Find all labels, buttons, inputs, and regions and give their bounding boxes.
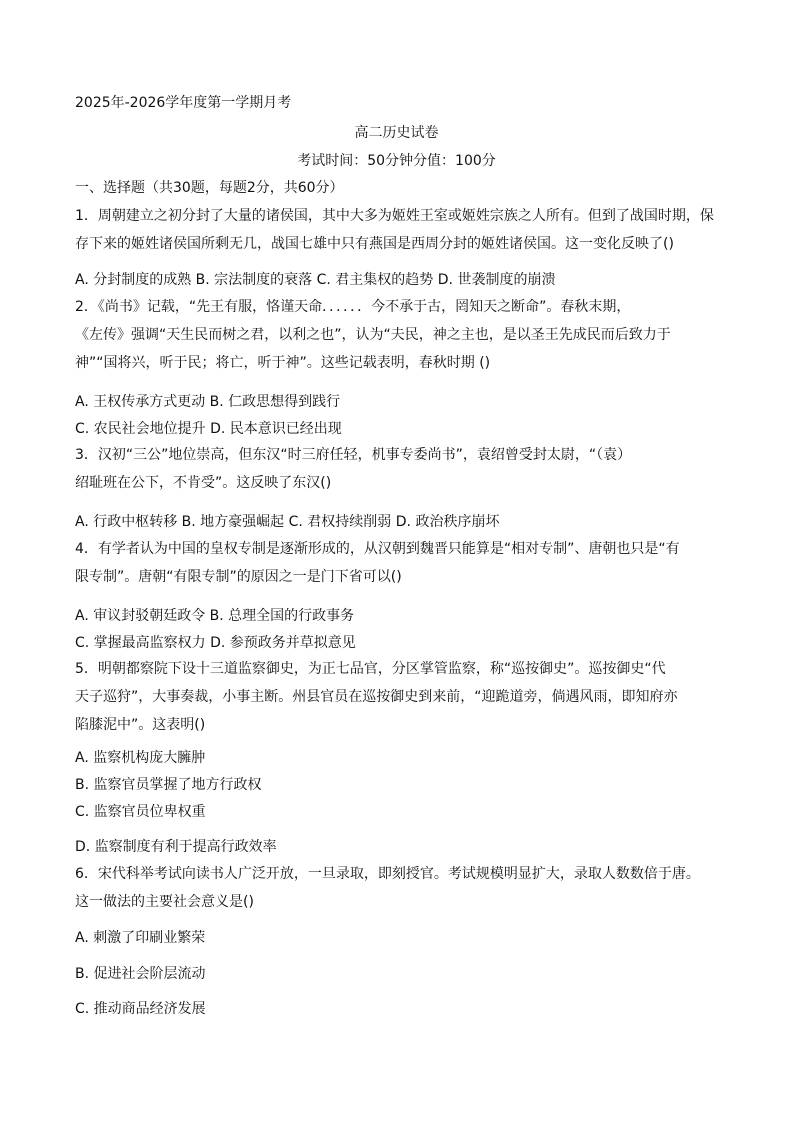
subject-title: 高二历史试卷 <box>354 125 439 141</box>
question-5-option-a: A. 监察机构庞大臃肿 <box>75 750 206 766</box>
question-6-stem-line-1: 6．宋代科举考试向读书人广泛开放，一旦录取，即刻授官。考试规模明显扩大，录取人数数倍于唐。 <box>75 866 700 882</box>
question-5-option-c: C. 监察官员位卑权重 <box>75 804 206 820</box>
question-3-stem-line-1: 3．汉初“三公”地位崇高，但东汉“时三府任轻，机事专委尚书”，袁绍曾受封太尉，“（袁） <box>75 447 632 463</box>
question-4-stem-line-2: 限专制”。唐朝“有限专制”的原因之一是门下省可以() <box>75 569 402 585</box>
question-6-stem-line-2: 这一做法的主要社会意义是() <box>75 894 254 910</box>
question-3-stem-line-2: 绍耻班在公下，不肯受”。这反映了东汉() <box>75 475 332 491</box>
question-5-stem-line-1: 5．明朝都察院下设十三道监察御史，为正七品官，分区掌管监察，称“巡按御史”。巡按御史“代 <box>75 661 666 677</box>
exam-time-score: 考试时间：50分钟分值：100分 <box>297 153 496 169</box>
question-3-options: A. 行政中枢转移 B. 地方豪强崛起 C. 君权持续削弱 D. 政治秩序崩坏 <box>75 514 500 530</box>
question-1-stem-line-1: 1．周朝建立之初分封了大量的诸侯国，其中大多为姬姓王室或姬姓宗族之人所有。但到了战国时期，保 <box>75 208 714 224</box>
question-4-option-row-2: C. 掌握最高监察权力 D. 参预政务并草拟意见 <box>75 635 356 651</box>
question-4-stem-line-1: 4．有学者认为中国的皇权专制是逐渐形成的，从汉朝到魏晋只能算是“相对专制”、唐朝也只是“有 <box>75 541 680 557</box>
question-2-option-row-2: C. 农民社会地位提升 D. 民本意识已经出现 <box>75 421 342 437</box>
question-2-stem-line-1: 2．《尚书》记载，“先王有服，恪谨天命．．．．．．今不承于古，罔知天之断命”。春秋末期， <box>75 299 631 315</box>
question-1-stem-line-2: 存下来的姬姓诸侯国所剩无几，战国七雄中只有燕国是西周分封的姬姓诸侯国。这一变化反映了() <box>75 236 674 252</box>
question-2-option-row-1: A. 王权传承方式更动 B. 仁政思想得到践行 <box>75 394 341 410</box>
question-6-option-c: C. 推动商品经济发展 <box>75 1001 206 1017</box>
question-1-options: A. 分封制度的成熟 B. 宗法制度的衰落 C. 君主集权的趋势 D. 世袭制度的崩溃 <box>75 272 556 288</box>
section-heading: 一、选择题（共30题，每题2分，共60分） <box>75 180 344 196</box>
exam-term-heading: 2025年-2026学年度第一学期月考 <box>75 95 292 111</box>
question-5-option-d: D. 监察制度有利于提高行政效率 <box>75 839 277 855</box>
question-5-stem-line-2: 天子巡狩”，大事奏裁，小事主断。州县官员在巡按御史到来前，“迎跪道旁，倘遇风雨，即知府亦 <box>75 689 678 705</box>
question-2-stem-line-2: 《左传》强调“天生民而树之君，以利之也”，认为“夫民，神之主也，是以圣王先成民而后致力于 <box>75 327 671 343</box>
question-6-option-b: B. 促进社会阶层流动 <box>75 966 206 982</box>
question-5-option-b: B. 监察官员掌握了地方行政权 <box>75 777 262 793</box>
question-4-option-row-1: A. 审议封驳朝廷政令 B. 总理全国的行政事务 <box>75 608 355 624</box>
question-6-option-a: A. 刺激了印刷业繁荣 <box>75 930 206 946</box>
question-5-stem-line-3: 陷膝泥中”。这表明() <box>75 717 206 733</box>
question-2-stem-line-3: 神”“国将兴，听于民；将亡，听于神”。这些记载表明，春秋时期 () <box>75 355 491 371</box>
